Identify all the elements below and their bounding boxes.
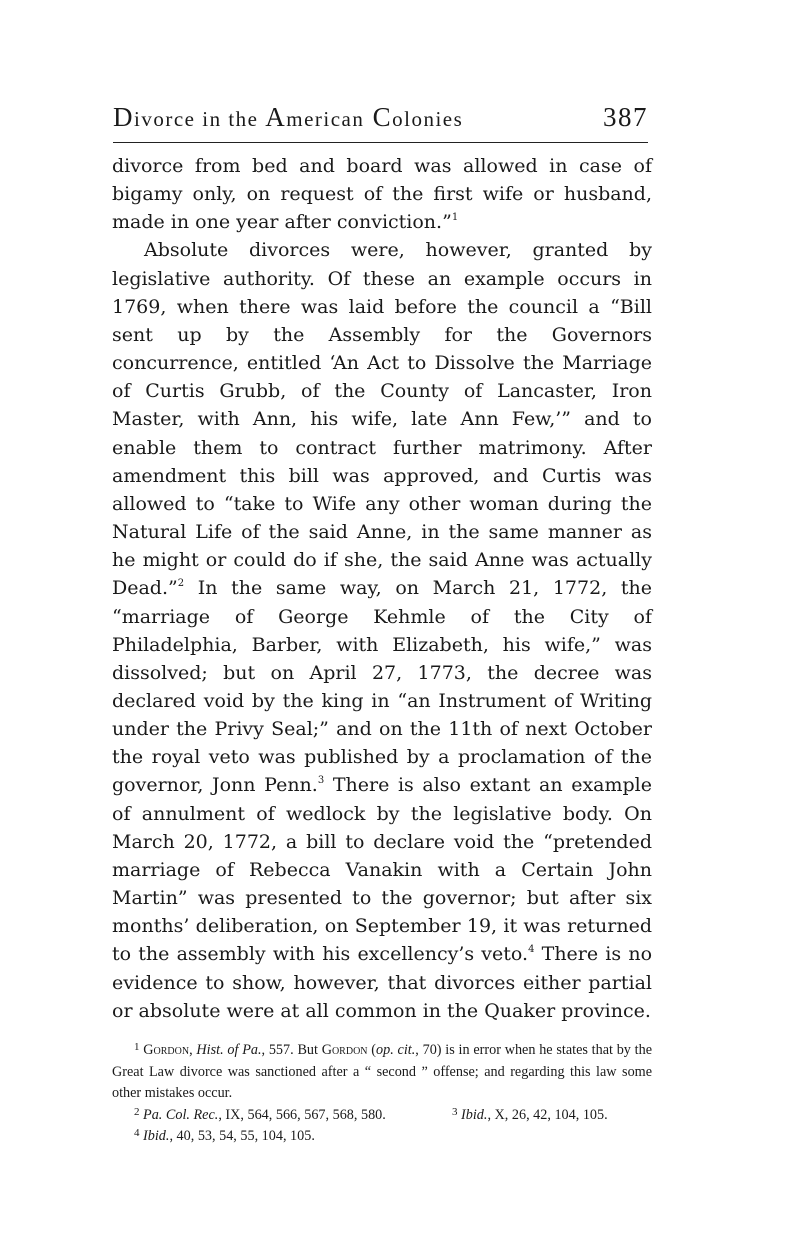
footnote-number: 3 xyxy=(452,1105,458,1118)
footnote-2 xyxy=(112,1105,452,1127)
footnote-number: 1 xyxy=(134,1041,140,1053)
footnotes xyxy=(112,1040,652,1148)
footnote-text: , 557. But xyxy=(261,1042,322,1058)
footnote-ref: 3 xyxy=(317,775,325,787)
page-number: 387 xyxy=(603,102,648,132)
footnote-work: op. cit. xyxy=(376,1042,416,1058)
body-text xyxy=(112,152,652,1025)
paragraph-text: There is also extant an example of annulment of wedlock by the legislative body. On March 20, 1772, a bill to declare void the “pretended marriage of Rebecca Vanakin with a Certain John Martin” was presented to the governor; but after six months’ deliberation, on September 19, it was returned to the assembly with his excellency’s veto. xyxy=(112,774,652,966)
running-title xyxy=(113,102,463,133)
footnote-ref: 4 xyxy=(528,944,535,956)
footnote-text: ( xyxy=(367,1042,377,1058)
footnote-1 xyxy=(112,1040,652,1105)
footnote-text: , 70) is in error when he states that by the Great Law divorce was sanctioned after a “ second ” offense; and regarding this law some other mistakes occur. xyxy=(112,1042,653,1101)
paragraph-text: Absolute divorces were, however, granted by legislative authority. Of these an example occurs in 1769, when there was laid before the council a “Bill sent up by the Assembly for the Governors concurrence, entitled ‘An Act to Dissolve the Marriage of Curtis Grubb, of the County of Lancaster, Iron Master, with Ann, his wife, late Ann Few,’” and to enable them to contract further matrimony. After amendment this bill was approved, and Curtis was allowed to “take to Wife any other woman during the Natural Life of the said Anne, in the same manner as he might or could do if she, the said Anne was actually Dead.” xyxy=(112,239,652,600)
running-title-cap: A xyxy=(265,102,287,132)
paragraph xyxy=(112,152,652,236)
running-title-sc: ivorce xyxy=(134,107,196,131)
footnote-number: 2 xyxy=(134,1105,140,1118)
footnote-work: Pa. Col. Rec. xyxy=(143,1106,219,1123)
footnote-author: Gordon xyxy=(321,1042,368,1058)
paragraph-text: In the same way, on March 21, 1772, the “marriage of George Kehmle of the City of Philadelphia, Barber, with Elizabeth, his wife,” was dissolved; but on April 27, 1773, the decree was declared void by the king in “an Instrument of Writing under the Privy Seal;” and on the 11th of next October the royal veto was published by a proclamation of the governor, Jonn Penn. xyxy=(112,577,652,797)
paragraph xyxy=(112,236,652,1024)
footnote-work: Ibid. xyxy=(461,1106,488,1123)
running-title-space xyxy=(364,102,372,132)
running-title-sc: in the xyxy=(195,107,266,131)
running-title-sc: olonies xyxy=(392,107,464,131)
footnote-3 xyxy=(452,1105,652,1127)
footnote-author: Gordon xyxy=(143,1042,190,1058)
footnote-number: 4 xyxy=(134,1127,140,1139)
footnote-text: , IX, 564, 566, 567, 568, 580. xyxy=(218,1106,386,1123)
footnote-work: Hist. of Pa. xyxy=(196,1042,262,1058)
paragraph-text: divorce from bed and board was allowed in case of bigamy only, on request of the first wife or husband, made in one year after conviction.” xyxy=(112,155,652,234)
running-head xyxy=(113,96,648,136)
footnote-text: , xyxy=(189,1042,197,1058)
footnote-row xyxy=(112,1105,652,1127)
footnote-work: Ibid. xyxy=(143,1128,170,1144)
running-title-sc: merican xyxy=(286,107,365,131)
paragraph-text: There is no evidence to show, however, that divorces either partial or absolute were at all common in the Quaker province. xyxy=(112,943,653,1022)
running-title-cap: D xyxy=(113,102,134,132)
footnote-ref: 1 xyxy=(451,212,459,224)
footnote-4 xyxy=(112,1126,652,1148)
header-rule xyxy=(113,142,648,143)
footnote-ref: 2 xyxy=(177,578,185,590)
running-title-cap: C xyxy=(372,102,393,132)
footnote-text: , 40, 53, 54, 55, 104, 105. xyxy=(169,1128,315,1144)
footnote-text: , X, 26, 42, 104, 105. xyxy=(487,1106,608,1123)
